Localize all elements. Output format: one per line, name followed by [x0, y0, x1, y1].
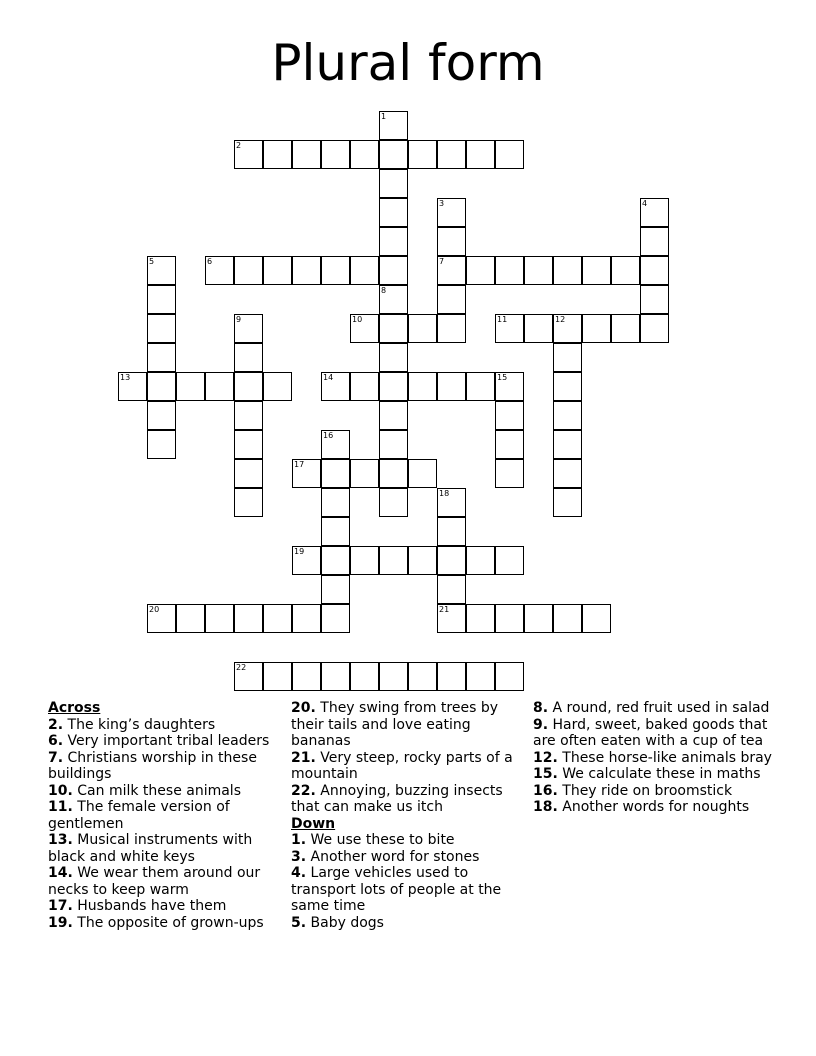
grid-cell[interactable]: [582, 604, 611, 633]
clue-number: 5.: [291, 914, 307, 931]
clue-number: 11.: [48, 799, 73, 815]
grid-cell[interactable]: [321, 140, 350, 169]
grid-cell[interactable]: [437, 604, 466, 633]
grid-cell[interactable]: [292, 662, 321, 691]
grid-cell[interactable]: [553, 488, 582, 517]
clue-column-3: [533, 700, 781, 816]
clue-column-2: [291, 700, 525, 931]
grid-cell[interactable]: [495, 546, 524, 575]
page-title: Plural form: [271, 34, 545, 92]
grid-cell[interactable]: [437, 662, 466, 691]
across-clue: [291, 700, 525, 750]
cell-number: 5: [149, 257, 155, 266]
clue-text: The opposite of grown-ups: [77, 914, 264, 931]
grid-cell[interactable]: [205, 372, 234, 401]
grid-cell[interactable]: [379, 285, 408, 314]
grid-cell[interactable]: [292, 140, 321, 169]
down-clue: [533, 783, 781, 800]
clue-text: Another words for noughts: [562, 799, 750, 815]
cell-number: 2: [236, 141, 242, 150]
across-clue: [48, 898, 280, 915]
cell-number: 18: [439, 489, 450, 498]
cell-number: 11: [497, 315, 508, 324]
clue-number: 4.: [291, 865, 307, 881]
cell-number: 19: [294, 547, 305, 556]
grid-cell[interactable]: [147, 430, 176, 459]
clue-number: 21.: [291, 749, 316, 766]
grid-cell[interactable]: [553, 372, 582, 401]
clue-number: 17.: [48, 898, 73, 914]
cell-number: 13: [120, 373, 131, 382]
clue-column-1: [48, 700, 280, 931]
down-clue: [533, 766, 781, 783]
grid-cell[interactable]: [379, 662, 408, 691]
clue-number: 15.: [533, 766, 558, 782]
grid-cell[interactable]: [147, 343, 176, 372]
grid-cell[interactable]: [379, 488, 408, 517]
grid-cell[interactable]: [147, 285, 176, 314]
cell-number: 3: [439, 199, 445, 208]
clue-text: The king’s daughters: [67, 716, 216, 733]
grid-cell[interactable]: [234, 314, 263, 343]
grid-cell[interactable]: [321, 372, 350, 401]
grid-cell[interactable]: [408, 459, 437, 488]
clue-text: Christians worship in these buildings: [48, 749, 257, 782]
clue-text: Musical instruments with black and white keys: [48, 832, 253, 865]
grid-cell[interactable]: [205, 256, 234, 285]
grid-cell[interactable]: [640, 198, 669, 227]
grid-cell[interactable]: [495, 140, 524, 169]
grid-cell[interactable]: [234, 662, 263, 691]
clue-text: A round, red fruit used in salad: [552, 700, 770, 716]
grid-cell[interactable]: [350, 459, 379, 488]
grid-cell[interactable]: [379, 198, 408, 227]
grid-cell[interactable]: [437, 198, 466, 227]
grid-cell[interactable]: [350, 372, 379, 401]
clue-text: Very important tribal leaders: [67, 733, 270, 749]
clue-text: Large vehicles used to transport lots of people at the same time: [291, 865, 502, 914]
grid-cell[interactable]: [234, 140, 263, 169]
clue-number: 20.: [291, 700, 316, 716]
across-clue: [48, 733, 280, 750]
grid-cell[interactable]: [437, 546, 466, 575]
cell-number: 15: [497, 373, 508, 382]
grid-cell[interactable]: [263, 372, 292, 401]
grid-cell[interactable]: [408, 140, 437, 169]
grid-cell[interactable]: [466, 256, 495, 285]
grid-cell[interactable]: [321, 546, 350, 575]
grid-cell[interactable]: [437, 517, 466, 546]
across-heading: Across: [48, 700, 101, 716]
down-heading: Down: [291, 815, 336, 832]
grid-cell[interactable]: [321, 256, 350, 285]
grid-cell[interactable]: [524, 604, 553, 633]
grid-cell[interactable]: [234, 343, 263, 372]
grid-cell[interactable]: [582, 314, 611, 343]
grid-cell[interactable]: [437, 256, 466, 285]
grid-cell[interactable]: [263, 604, 292, 633]
grid-cell[interactable]: [466, 372, 495, 401]
grid-cell[interactable]: [350, 546, 379, 575]
grid-cell[interactable]: [408, 546, 437, 575]
cell-number: 17: [294, 460, 305, 469]
down-clue: [291, 865, 525, 915]
clue-text: We calculate these in maths: [562, 766, 761, 782]
grid-cell[interactable]: [611, 256, 640, 285]
clue-number: 19.: [48, 914, 73, 931]
grid-cell[interactable]: [640, 256, 669, 285]
grid-cell[interactable]: [379, 546, 408, 575]
grid-cell[interactable]: [495, 430, 524, 459]
grid-cell[interactable]: [147, 372, 176, 401]
down-clue: [291, 915, 525, 932]
grid-cell[interactable]: [495, 314, 524, 343]
clue-number: 13.: [48, 832, 73, 848]
clue-number: 16.: [533, 782, 558, 799]
cell-number: 8: [381, 286, 387, 295]
clue-text: Husbands have them: [77, 898, 227, 914]
clue-text: Very steep, rocky parts of a mountain: [291, 749, 513, 782]
cell-number: 21: [439, 605, 450, 614]
grid-cell[interactable]: [234, 256, 263, 285]
grid-cell[interactable]: [437, 372, 466, 401]
down-clue: [291, 832, 525, 849]
grid-cell[interactable]: [553, 430, 582, 459]
cell-number: 12: [555, 315, 566, 324]
clue-number: 7.: [48, 749, 64, 766]
grid-cell[interactable]: [292, 256, 321, 285]
clue-text: They ride on broomstick: [562, 782, 733, 799]
down-clue: [533, 799, 781, 816]
grid-cell[interactable]: [350, 256, 379, 285]
across-clue: [48, 799, 280, 832]
clue-number: 10.: [48, 782, 73, 799]
clue-number: 3.: [291, 848, 307, 865]
grid-cell[interactable]: [437, 488, 466, 517]
grid-cell[interactable]: [234, 459, 263, 488]
grid-cell[interactable]: [292, 604, 321, 633]
cell-number: 22: [236, 663, 247, 672]
down-clue: [533, 750, 781, 767]
down-clue: [533, 717, 781, 750]
grid-cell[interactable]: [205, 604, 234, 633]
grid-cell[interactable]: [321, 575, 350, 604]
clue-text: These horse-like animals bray: [562, 749, 772, 766]
grid-cell[interactable]: [234, 488, 263, 517]
grid-cell[interactable]: [408, 372, 437, 401]
clue-text: Baby dogs: [310, 914, 384, 931]
clue-text: They swing from trees by their tails and love eating bananas: [291, 700, 498, 749]
grid-cell[interactable]: [379, 430, 408, 459]
across-clue: [291, 750, 525, 783]
grid-cell[interactable]: [350, 662, 379, 691]
grid-cell[interactable]: [466, 140, 495, 169]
grid-cell[interactable]: [437, 140, 466, 169]
clue-text: Annoying, buzzing insects that can make us itch: [291, 782, 503, 815]
grid-cell[interactable]: [524, 256, 553, 285]
grid-cell[interactable]: [640, 314, 669, 343]
cell-number: 14: [323, 373, 334, 382]
grid-cell[interactable]: [553, 459, 582, 488]
grid-cell[interactable]: [553, 604, 582, 633]
grid-cell[interactable]: [379, 343, 408, 372]
grid-cell[interactable]: [321, 430, 350, 459]
grid-cell[interactable]: [466, 662, 495, 691]
down-clue: [533, 700, 781, 717]
grid-cell[interactable]: [466, 604, 495, 633]
grid-cell[interactable]: [321, 604, 350, 633]
cell-number: 20: [149, 605, 160, 614]
across-clue: [48, 717, 280, 734]
grid-cell[interactable]: [118, 372, 147, 401]
clue-number: 9.: [533, 716, 549, 733]
grid-cell[interactable]: [495, 401, 524, 430]
across-clue: [48, 783, 280, 800]
grid-cell[interactable]: [379, 401, 408, 430]
grid-cell[interactable]: [408, 662, 437, 691]
grid-cell[interactable]: [263, 662, 292, 691]
grid-cell[interactable]: [292, 459, 321, 488]
clue-number: 12.: [533, 749, 558, 766]
grid-cell[interactable]: [437, 575, 466, 604]
grid-cell[interactable]: [495, 604, 524, 633]
grid-cell[interactable]: [437, 227, 466, 256]
across-clue: [48, 915, 280, 932]
across-clue: [291, 783, 525, 816]
grid-cell[interactable]: [379, 256, 408, 285]
grid-cell[interactable]: [147, 604, 176, 633]
grid-cell[interactable]: [553, 401, 582, 430]
grid-cell[interactable]: [176, 372, 205, 401]
grid-cell[interactable]: [379, 372, 408, 401]
grid-cell[interactable]: [437, 314, 466, 343]
clue-text: We use these to bite: [310, 832, 455, 848]
grid-cell[interactable]: [379, 111, 408, 140]
clue-number: 22.: [291, 782, 316, 799]
clue-number: 1.: [291, 832, 307, 848]
cell-number: 9: [236, 315, 242, 324]
grid-cell[interactable]: [495, 459, 524, 488]
grid-cell[interactable]: [350, 140, 379, 169]
cell-number: 1: [381, 112, 387, 121]
grid-cell[interactable]: [147, 314, 176, 343]
across-clue: [48, 750, 280, 783]
grid-cell[interactable]: [553, 343, 582, 372]
grid-cell[interactable]: [611, 314, 640, 343]
grid-cell[interactable]: [263, 256, 292, 285]
cell-number: 4: [642, 199, 648, 208]
grid-cell[interactable]: [263, 140, 292, 169]
grid-cell[interactable]: [524, 314, 553, 343]
grid-cell[interactable]: [147, 256, 176, 285]
clue-text: Another word for stones: [310, 848, 480, 865]
grid-cell[interactable]: [234, 372, 263, 401]
grid-cell[interactable]: [292, 546, 321, 575]
grid-cell[interactable]: [379, 459, 408, 488]
clue-text: We wear them around our necks to keep warm: [48, 865, 261, 898]
clue-text: Hard, sweet, baked goods that are often eaten with a cup of tea: [533, 716, 768, 749]
grid-cell[interactable]: [234, 430, 263, 459]
grid-cell[interactable]: [495, 662, 524, 691]
grid-cell[interactable]: [176, 604, 205, 633]
grid-cell[interactable]: [466, 546, 495, 575]
grid-cell[interactable]: [582, 256, 611, 285]
grid-cell[interactable]: [321, 459, 350, 488]
grid-cell[interactable]: [408, 314, 437, 343]
grid-cell[interactable]: [321, 662, 350, 691]
clue-number: 2.: [48, 716, 64, 733]
clue-number: 6.: [48, 733, 64, 749]
grid-cell[interactable]: [147, 401, 176, 430]
grid-cell[interactable]: [640, 227, 669, 256]
grid-cell[interactable]: [350, 314, 379, 343]
grid-cell[interactable]: [234, 401, 263, 430]
grid-cell[interactable]: [379, 169, 408, 198]
grid-cell[interactable]: [379, 314, 408, 343]
grid-cell[interactable]: [321, 488, 350, 517]
clue-number: 18.: [533, 799, 558, 815]
grid-cell[interactable]: [321, 517, 350, 546]
clue-text: The female version of gentlemen: [48, 799, 230, 832]
clue-text: Can milk these animals: [77, 782, 241, 799]
across-clue: [48, 832, 280, 865]
grid-cell[interactable]: [379, 227, 408, 256]
cell-number: 6: [207, 257, 213, 266]
clue-number: 14.: [48, 865, 73, 881]
grid-cell[interactable]: [553, 314, 582, 343]
cell-number: 16: [323, 431, 334, 440]
cell-number: 10: [352, 315, 363, 324]
down-clue: [291, 849, 525, 866]
grid-cell[interactable]: [553, 256, 582, 285]
grid-cell[interactable]: [495, 372, 524, 401]
grid-cell[interactable]: [234, 604, 263, 633]
grid-cell[interactable]: [495, 256, 524, 285]
across-clue: [48, 865, 280, 898]
grid-cell[interactable]: [640, 285, 669, 314]
grid-cell[interactable]: [437, 285, 466, 314]
clue-number: 8.: [533, 700, 549, 716]
grid-cell[interactable]: [379, 140, 408, 169]
cell-number: 7: [439, 257, 445, 266]
